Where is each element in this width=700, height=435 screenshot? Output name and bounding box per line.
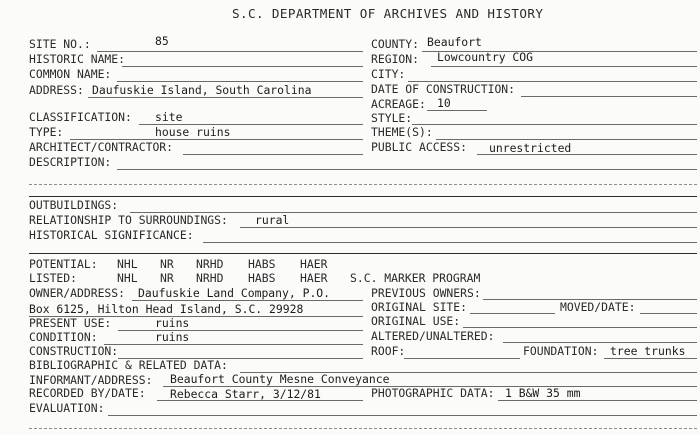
address-label: ADDRESS: (29, 83, 84, 97)
listed-nrhd: NRHD (196, 271, 224, 285)
county-label: COUNTY: (371, 37, 420, 51)
potential-nrhd: NRHD (196, 257, 224, 271)
historical-significance-line (203, 242, 697, 243)
style-label: STYLE: (371, 111, 413, 125)
date-construction-line (521, 96, 697, 97)
type-line (70, 139, 363, 140)
style-line (412, 124, 697, 125)
original-site-line (470, 313, 555, 314)
potential-nr: NR (160, 257, 174, 271)
architect-line (183, 154, 363, 155)
section-divider-2 (29, 253, 697, 254)
recorded-by-line (157, 400, 363, 401)
listed-habs: HABS (248, 271, 276, 285)
site-no-value: 85 (155, 34, 169, 48)
present-use-label: PRESENT USE: (29, 316, 112, 330)
listed-nhl: NHL (117, 271, 138, 285)
themes-line (436, 139, 697, 140)
listed-haer: HAER (300, 271, 328, 285)
original-use-line (463, 327, 697, 328)
county-line (422, 51, 697, 52)
evaluation-line (108, 415, 697, 416)
foundation-line (604, 358, 697, 359)
owner-address-label: OWNER/ADDRESS: (29, 286, 126, 300)
foundation-label: FOUNDATION: (523, 344, 599, 358)
condition-label: CONDITION: (29, 330, 98, 344)
relationship-line (240, 227, 697, 228)
potential-haer: HAER (300, 257, 328, 271)
informant-value: Beaufort County Mesne Conveyance (170, 372, 390, 386)
relationship-label: RELATIONSHIP TO SURROUNDINGS: (29, 213, 228, 227)
address-line (88, 97, 363, 98)
roof-line (404, 358, 520, 359)
city-label: CITY: (371, 67, 406, 81)
recorded-by-label: RECORDED BY/DATE: (29, 386, 146, 400)
architect-label: ARCHITECT/CONTRACTOR: (29, 140, 174, 154)
evaluation-label: EVALUATION: (29, 401, 105, 415)
description-line-2 (29, 184, 697, 185)
informant-label: INFORMANT/ADDRESS: (29, 373, 153, 387)
potential-label: POTENTIAL: (29, 257, 98, 271)
potential-habs: HABS (248, 257, 276, 271)
region-label: REGION: (371, 52, 420, 66)
foundation-value: tree trunks (610, 344, 686, 358)
historic-name-label: HISTORIC NAME: (29, 52, 126, 66)
listed-nr: NR (160, 271, 174, 285)
relationship-value: rural (255, 213, 290, 227)
address-value: Daufuskie Island, South Carolina (92, 83, 312, 97)
public-access-value: unrestricted (489, 141, 572, 155)
classification-line (139, 124, 363, 125)
historic-name-line (122, 66, 363, 67)
original-use-label: ORIGINAL USE: (371, 314, 461, 328)
description-line (117, 169, 697, 170)
acreage-value: 10 (437, 96, 451, 110)
condition-line (104, 344, 363, 345)
classification-value: site (155, 110, 183, 124)
potential-nhl: NHL (117, 257, 138, 271)
moved-date-line (640, 313, 697, 314)
roof-label: ROOF: (371, 344, 406, 358)
acreage-line (427, 110, 487, 111)
photographic-line (498, 400, 697, 401)
common-name-label: COMMON NAME: (29, 67, 112, 81)
public-access-label: PUBLIC ACCESS: (371, 140, 468, 154)
construction-label: CONSTRUCTION: (29, 344, 119, 358)
site-no-line (97, 51, 363, 52)
moved-date-label: MOVED/DATE: (560, 300, 636, 314)
type-value: house ruins (155, 125, 231, 139)
owner-line-1 (132, 300, 363, 301)
region-line (431, 66, 697, 67)
photographic-label: PHOTOGRAPHIC DATA: (371, 386, 495, 400)
condition-value: ruins (155, 330, 190, 344)
common-name-line (117, 81, 363, 82)
acreage-label: ACREAGE: (371, 97, 426, 111)
bibliographic-label: BIBLIOGRAPHIC & RELATED DATA: (29, 358, 228, 372)
listed-label: LISTED: (29, 271, 78, 285)
previous-owners-label: PREVIOUS OWNERS: (371, 286, 481, 300)
owner-line-1-value: Daufuskie Land Company, P.O. (138, 286, 331, 300)
evaluation-line-2 (29, 428, 697, 429)
county-value: Beaufort (427, 35, 482, 49)
site-no-label: SITE NO.: (29, 37, 91, 51)
classification-label: CLASSIFICATION: (29, 110, 132, 124)
altered-line (503, 342, 697, 343)
original-site-label: ORIGINAL SITE: (371, 300, 468, 314)
marker-program-label: S.C. MARKER PROGRAM (350, 271, 481, 285)
date-construction-label: DATE OF CONSTRUCTION: (371, 82, 516, 96)
public-access-line (477, 154, 697, 155)
description-label: DESCRIPTION: (29, 155, 112, 169)
present-use-value: ruins (155, 316, 190, 330)
themes-label: THEME(S): (371, 125, 433, 139)
section-divider-1 (29, 196, 697, 197)
region-value: Lowcountry COG (437, 50, 534, 64)
recorded-by-value: Rebecca Starr, 3/12/81 (170, 387, 321, 401)
owner-line-2-value: Box 6125, Hilton Head Island, S.C. 29928 (29, 302, 304, 316)
form-title: S.C. DEPARTMENT OF ARCHIVES AND HISTORY (232, 6, 544, 21)
city-line (408, 81, 697, 82)
outbuildings-label: OUTBUILDINGS: (29, 198, 119, 212)
type-label: TYPE: (29, 125, 64, 139)
photographic-value: 1 B&W 35 mm (505, 386, 581, 400)
altered-label: ALTERED/UNALTERED: (371, 329, 495, 343)
historical-significance-label: HISTORICAL SIGNIFICANCE: (29, 228, 194, 242)
